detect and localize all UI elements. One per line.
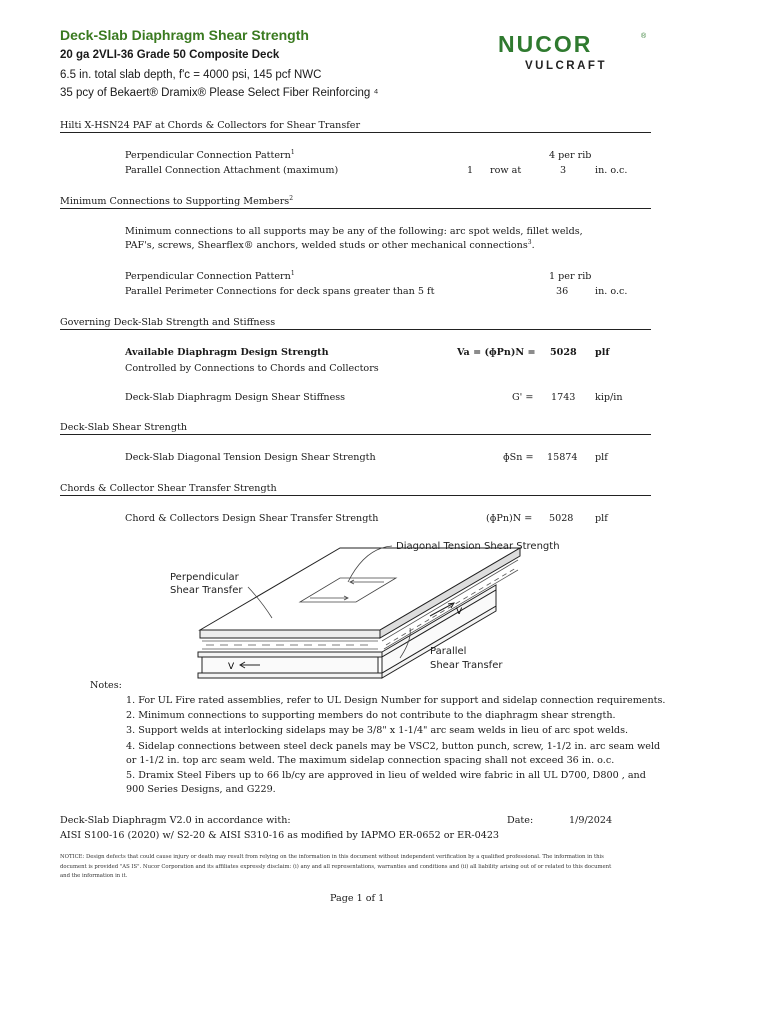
note-2: 2. Minimum connections to supporting members do not contribute to the diaphragm shear strength. bbox=[126, 710, 616, 721]
parallel-rows-count: 1 bbox=[467, 165, 474, 176]
min-connections-paragraph-2: PAF's, screws, Shearflex® anchors, welded studs or other mechanical connections$^3$. bbox=[125, 238, 535, 251]
min-connections-paragraph-1: Minimum connections to all supports may be any of the following: arc spot welds, fillet welds, bbox=[125, 226, 583, 237]
note-3: 3. Support welds at interlocking sidelaps may be 3/8" x 1-1/4" arc seam welds in lieu of arc spot welds. bbox=[126, 725, 629, 736]
deck-flutes-front bbox=[202, 641, 378, 649]
section-divider bbox=[60, 132, 651, 133]
perimeter-connection-unit: in. o.c. bbox=[595, 286, 628, 297]
page-title: Deck-Slab Diaphragm Shear Strength bbox=[60, 27, 309, 43]
label-diagonal-tension: Diagonal Tension Shear Strength bbox=[396, 541, 560, 552]
notice-line-3: and the information in it. bbox=[60, 873, 128, 879]
chord-transfer-label: Chord & Collectors Design Shear Transfer Strength bbox=[125, 513, 379, 524]
logo-sub-text: VULCRAFT bbox=[525, 60, 607, 72]
diagonal-tension-equation: ɸSn = bbox=[503, 452, 534, 463]
chord-transfer-value: 5028 bbox=[549, 513, 574, 524]
perp-connection-value: 1 per rib bbox=[549, 271, 592, 282]
perp-connection-value: 4 per rib bbox=[549, 150, 592, 161]
notes-heading: Notes: bbox=[90, 680, 122, 691]
diaphragm-strength-equation: Va = (ɸPn)N = bbox=[457, 347, 536, 358]
section-title-paf: Hilti X-HSN24 PAF at Chords & Collectors for Shear Transfer bbox=[60, 120, 361, 131]
slab-spec: 6.5 in. total slab depth, f'c = 4000 psi, 145 pcf NWC bbox=[60, 69, 322, 81]
section-title-shear-strength: Deck-Slab Shear Strength bbox=[60, 422, 188, 433]
perp-connection-label: Perpendicular Connection Pattern$^1$ bbox=[125, 148, 295, 161]
logo-registered-mark: ® bbox=[641, 33, 647, 40]
stiffness-value: 1743 bbox=[551, 392, 576, 403]
chord-transfer-unit: plf bbox=[595, 513, 608, 524]
page-number: Page 1 of 1 bbox=[330, 893, 385, 904]
stiffness-unit: kip/in bbox=[595, 392, 623, 403]
note-4-line-1: 4. Sidelap connections between steel deck panels may be VSC2, button punch, screw, 1-1/2 in. arc seam weld bbox=[126, 741, 661, 752]
controlled-by-text: Controlled by Connections to Chords and Collectors bbox=[125, 363, 379, 374]
logo-main-text: NUCOR bbox=[498, 31, 593, 57]
notice-line-1: NOTICE: Design defects that could cause injury or death may result from relying on the information in this document without independent verification by a qualified professional. The information in this bbox=[60, 854, 604, 860]
diaphragm-strength-unit: plf bbox=[595, 347, 610, 358]
note-1: 1. For UL Fire rated assemblies, refer to UL Design Number for support and sidelap connection requirements. bbox=[126, 695, 666, 706]
version-text: Deck-Slab Diaphragm V2.0 in accordance with: bbox=[60, 815, 291, 826]
perp-connection-label: Perpendicular Connection Pattern$^1$ bbox=[125, 269, 295, 282]
deck-spec: 20 ga 2VLI-36 Grade 50 Composite Deck bbox=[60, 49, 280, 61]
label-perpendicular-1: Perpendicular bbox=[170, 572, 239, 583]
steel-beam-front bbox=[198, 652, 382, 678]
force-label-right: V bbox=[456, 607, 463, 617]
standards-text: AISI S100-16 (2020) w/ S2-20 & AISI S310-16 as modified by IAPMO ER-0652 or ER-0423 bbox=[60, 830, 500, 841]
parallel-attachment-value: 3 bbox=[560, 165, 567, 176]
parallel-attachment-label: Parallel Connection Attachment (maximum) bbox=[125, 165, 339, 176]
slab-front-edge bbox=[200, 630, 380, 638]
diagonal-tension-value: 15874 bbox=[547, 452, 578, 463]
section-divider bbox=[60, 495, 651, 496]
section-divider bbox=[60, 434, 651, 435]
stiffness-equation: G' = bbox=[512, 392, 534, 403]
diagonal-tension-unit: plf bbox=[595, 452, 608, 463]
force-label-left: V bbox=[228, 662, 235, 672]
label-parallel-2: Shear Transfer bbox=[430, 660, 503, 671]
date-label: Date: bbox=[507, 815, 534, 826]
section-title-min-connections: Minimum Connections to Supporting Members$^2$ bbox=[60, 194, 294, 207]
section-title-chords: Chords & Collector Shear Transfer Strength bbox=[60, 483, 277, 494]
note-5-line-1: 5. Dramix Steel Fibers up to 66 lb/cy are approved in lieu of welded wire fabric in all UL D700, D800 , and bbox=[126, 770, 646, 781]
notice-line-2: document is provided "AS IS". Nucor Corporation and its affiliates expressly disclaim: (i) any and all representations, warranties and conditions and (ii) all liability arising out of or related to this document bbox=[60, 864, 612, 870]
perimeter-connection-label: Parallel Perimeter Connections for deck spans greater than 5 ft bbox=[125, 286, 435, 297]
chord-transfer-equation: (ɸPn)N = bbox=[486, 513, 533, 524]
perimeter-connection-value: 36 bbox=[556, 286, 569, 297]
note-5-line-2: 900 Series Designs, and G229. bbox=[126, 784, 276, 795]
deck-slab-diagram bbox=[160, 530, 580, 680]
label-parallel-1: Parallel bbox=[430, 646, 467, 657]
section-title-governing: Governing Deck-Slab Strength and Stiffness bbox=[60, 317, 276, 328]
fiber-spec: 35 pcy of Bekaert® Dramix® Please Select Fiber Reinforcing ⁴ bbox=[60, 87, 379, 99]
section-divider bbox=[60, 208, 651, 209]
parallel-row-text: row at bbox=[490, 165, 522, 176]
date-value: 1/9/2024 bbox=[569, 815, 613, 826]
note-4-line-2: or 1-1/2 in. top arc seam weld. The maximum sidelap connection spacing shall not exceed 36 in. o.c. bbox=[126, 755, 615, 766]
parallel-attachment-unit: in. o.c. bbox=[595, 165, 628, 176]
diaphragm-strength-label: Available Diaphragm Design Strength bbox=[125, 347, 329, 358]
diagonal-tension-label: Deck-Slab Diagonal Tension Design Shear Strength bbox=[125, 452, 376, 463]
label-perpendicular-2: Shear Transfer bbox=[170, 585, 243, 596]
section-divider bbox=[60, 329, 651, 330]
diaphragm-strength-value: 5028 bbox=[550, 347, 577, 358]
stiffness-label: Deck-Slab Diaphragm Design Shear Stiffness bbox=[125, 392, 346, 403]
